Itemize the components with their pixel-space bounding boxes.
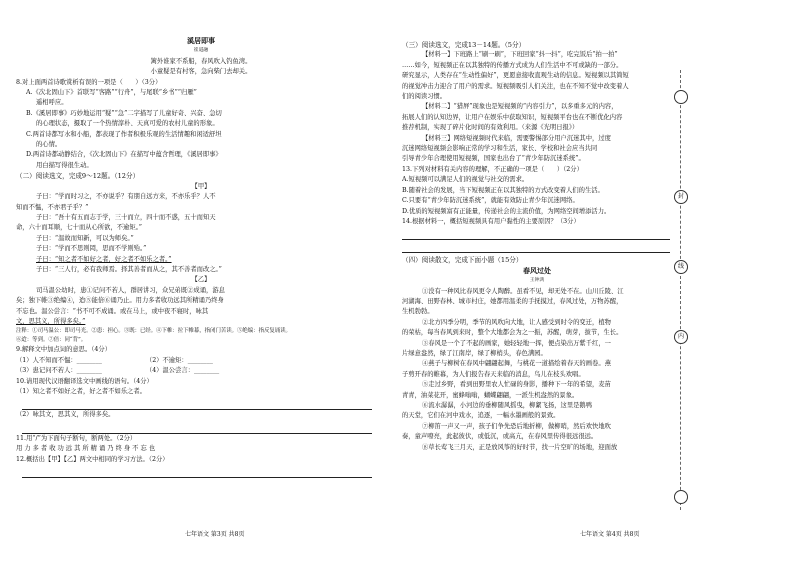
essay-line: ⑧草长莺飞三月天，正是放风筝的好时节，找一片空旷的场地，迎面放 (422, 443, 618, 451)
page-3 (16, 36, 386, 582)
q9-item: （4）温公尝言：________ (145, 367, 220, 375)
page-4 (402, 40, 672, 586)
section-2-heading: （二）阅读选文，完成9～12题。（12分） (16, 172, 140, 181)
poem-line: 小童疑是有村客，急向柴门去却关。 (150, 68, 252, 76)
essay-line: ④燕子与柳树在春风中翩翩起舞，与桃花一道描绘着春天的画卷。燕 (422, 360, 611, 368)
jia-line: 子曰：“三人行，必有我师焉。择其善者而从之，其不善者而改之。” (36, 265, 222, 273)
page-footer: 七年语文 第4页 共8页 (580, 531, 640, 538)
binding-mark: 线 (674, 260, 688, 274)
answer-line[interactable] (22, 467, 372, 478)
option-b-cont: 的心理状态，摄取了一个热情淳朴、天真可爱的农村儿童的形象。 (36, 120, 219, 128)
material-line: 的视觉冲击力迎合了用户的需求。短视频吸引人们关注，也在不知不觉中改变着人 (402, 82, 629, 90)
option-a: A.《次北固山下》首联写“客路”“行舟”，与尾联“乡书”“归雁” (26, 89, 197, 97)
material-line: 们的阅读习惯。 (402, 93, 447, 101)
q9-items (16, 366, 386, 376)
answer-line[interactable] (22, 423, 372, 434)
answer-line[interactable] (402, 229, 670, 240)
essay-line: ③春风是一个了不起的画家，她轻轻地一挥，便点染出万紫千红，一 (422, 339, 611, 347)
essay-line: 子剪开春的帷幕，为人们报告春天来临的消息，鸟儿在枝头欢唱。 (402, 370, 585, 378)
answer-line[interactable] (402, 242, 670, 253)
binding-line (672, 70, 692, 510)
question-12: 12.概括出【甲】【乙】两文中相同的学习方法。（2分） (16, 455, 169, 463)
jia-line: 子曰：“学而时习之，不亦说乎？有朋自远方来，不亦乐乎？人不 (36, 193, 216, 201)
binding-mark: 封 (674, 190, 688, 204)
yi-line: 矣；独下帷③绝编④，迨⑤能倍⑥诵乃止。用力多者收功远其所精诵乃终身 (16, 297, 224, 305)
option-d: D.两首诗都动静结合，《次北固山下》在描写中蕴含哲理，《溪居即事》 (26, 151, 222, 159)
material-line: 沉迷网络短视频会影响正常的学习和生活，家长、学校和社会应当共同 (402, 145, 598, 153)
essay-line: ⑤走过乡野，看到田野里农人忙碌的身影，播种下一年的希望，麦苗 (422, 381, 611, 389)
essay-line: 的天堂，它们在河中戏水，追逐，一幅水墨画般的景致。 (402, 412, 560, 420)
option-d-cont: 用白描写得很生动。 (36, 161, 93, 169)
option-a-cont: 遥相呼应。 (36, 99, 68, 107)
q10-item: （1）知之者不如好之者，好之者不如乐之者。 (16, 388, 146, 395)
jia-line: 子曰：“吾十有五而志于学，三十而立，四十而不惑，五十而知天 (36, 213, 216, 221)
q9-item: （1）人不知而不愠：________ (16, 356, 102, 364)
dashed-cut-line (680, 70, 681, 510)
poem-title: 溪居即事 (187, 36, 215, 45)
essay-line: 生机勃勃。 (402, 308, 434, 316)
jia-line: 知而不愠，不亦君子乎？” (16, 203, 89, 211)
essay-line: 的荣枯，每当春风到来时，整个大地都会为之一振，苏醒，萌芽，拔节，生长。 (402, 329, 623, 337)
essay-line: ②北方四季分明，季节的风吹向大地，让人感受到时令的变迁，植物 (422, 318, 611, 326)
essay-line: ⑦柳笛一声又一声，孩子们争先恐后地折柳，做柳哨，然后欢快地吹 (422, 422, 611, 430)
essay-line: 河湖海、田野春林、城市村庄，她都用温柔的手抚摸过，春风过处，万物苏醒， (402, 297, 623, 305)
binding-mark (674, 490, 688, 504)
q9-item: （2）不逾矩：________ (145, 356, 213, 364)
material-line: ……如今，短视频正在以其独特的传播方式成为人们生活中不可或缺的一部分。 (402, 61, 623, 69)
question-14: 14.根据材料一，概括短视频具有用户黏性的主要原因？（3分） (402, 217, 580, 225)
jia-line: 子曰：“温故而知新，可以为师矣。” (36, 234, 134, 242)
yi-line: 不忘也。温公尝言：“书不可不成诵。或在马上，或中夜不寝时，咏其 (16, 307, 209, 315)
material-line: 拓展人们的认知边界，让用户在娱乐中获取知识，短视频平台也在不断优化内容 (402, 113, 623, 121)
material-line: 研究显示，人类存在“生动性偏好”，更愿意接收直观生动的信息。短视频以其简短 (402, 72, 629, 80)
option-d: D.优质的短视频富有正能量，传递社会的主流价值，为网络空间增添活力。 (402, 207, 611, 215)
answer-line[interactable] (22, 399, 372, 410)
text-yi-label: 【乙】 (191, 276, 211, 284)
material-line: 引导青少年合理使用短视频，国家也出台了“青少年防沉迷系统”。 (402, 155, 585, 163)
binding-mark (674, 90, 688, 104)
yi-line: 司马温公幼时，患①记问不若人，群居讲习，众兄弟既②成诵，游息 (36, 286, 225, 294)
question-11: 11.用“/”为下面句子断句，断两处。（2分） (16, 434, 137, 442)
essay-title: 春风过处 (523, 265, 551, 275)
option-b: B.随着社会的发展，当下短视频正在以其独特的方式改变着人们的生活。 (402, 186, 604, 194)
poem-line: 篱外谁家不系船，春风吹入钓鱼湾。 (150, 57, 252, 65)
poem-author: 崔道融 (193, 48, 209, 54)
yi-line-underlined: 文，思其义，所得多矣。” (16, 317, 86, 325)
q9-item: （3）患记问不若人：________ (16, 367, 102, 375)
section-4-heading: （四）阅读散文，完成下面小题（15分） (402, 256, 523, 265)
material-line: 【材料二】“猎屏”现象也是短视频的“内容引力”，以多重多元的内容， (422, 103, 618, 111)
jia-line-underlined: 子曰：“知之者不如好之者，好之者不如乐之者。” (36, 255, 172, 263)
option-c: C.只要有“青少年防沉迷系统”，就能有效防止青少年沉迷网络。 (402, 197, 579, 205)
option-c: C.两首诗都写水和小船，都表现了作者积极乐观的生活情趣和闲适舒坦 (26, 130, 222, 138)
section-3-heading: （三）阅读选文，完成13－14题。（5分） (402, 41, 526, 49)
material-line: 【材料一】下班路上“刷一刷”，下班回家“抖一抖”，吃完饭后“拍一拍” (422, 51, 618, 59)
material-line: 【材料三】网络短视频时代来临，需要警惕部分用户沉迷其中，过度 (422, 134, 611, 142)
essay-line: 片绿意盎然，绿了江南岸，绿了柳梢头，春色满园。 (402, 349, 547, 357)
essay-line: 青青，油菜花开，蜜蜂嗡嗡，蝴蝶翩翩，一派生机盎然的景象。 (402, 391, 579, 399)
essay-author: 王钟鸿 (529, 278, 545, 284)
question-10: 10.请用现代汉语翻译选文中画线的语句。（4分） (16, 377, 153, 385)
material-line: 推荐机制，实现了碎片化时间的有效利用。（来源《光明日报》） (402, 124, 579, 132)
option-b: B.《溪居即事》巧妙地运用“疑”“急”二字描写了儿童好奇、兴奋、急切 (26, 109, 222, 117)
question-8: 8.对上面两首诗歌赏析有误的一项是（ ）（3分） (16, 78, 162, 86)
question-9: 9.解释文中加点词的意思。（4分） (16, 346, 112, 354)
text-jia-label: 【甲】 (191, 182, 211, 190)
q10-item: （2）咏其文，思其义，所得多矣。 (16, 411, 115, 419)
annotation-note: 注释：①司马温公：即司马光。②患：担心。③既：已经。④下帷：拉下帷幕，指闭门苦读。⑤绝编：指反复诵读。 (16, 328, 291, 335)
essay-line: ⑥流水潺潺，小河边的垂柳随风摇曳，柳絮飞扬，这里是鹅鸭 (422, 402, 593, 409)
q9-items (16, 356, 386, 366)
option-c-cont: 的心情。 (36, 141, 62, 149)
question-13: 13.下列对材料有关内容的理解，不正确的一项是（ ）（2分） (402, 165, 583, 173)
page-footer: 七年语文 第3页 共8页 (185, 531, 245, 538)
jia-line: 命，六十而耳顺，七十而从心所欲，不逾矩。” (16, 224, 143, 232)
essay-line: 奏，童声嘹亮，此起彼伏，或低沉，或高亢，在春风里传得很远很远。 (402, 433, 598, 441)
binding-mark: 内 (674, 330, 688, 344)
annotation-note: ⑥迨：等到。⑦倍：同“背”。 (16, 337, 87, 344)
essay-line: ①没有一种风比春风更令人陶醉。虽看不见，却无处不在。山川丘陵、江 (422, 287, 624, 295)
option-a: A.短视频可以满足人们的视觉与社交的需求。 (402, 176, 529, 184)
q11-sentence: 用 力 多 者 收 功 远 其 所 精 诵 乃 终 身 不 忘 也 (16, 445, 156, 453)
jia-line: 子曰：“学而不思则罔，思而不学则殆。” (36, 245, 147, 253)
